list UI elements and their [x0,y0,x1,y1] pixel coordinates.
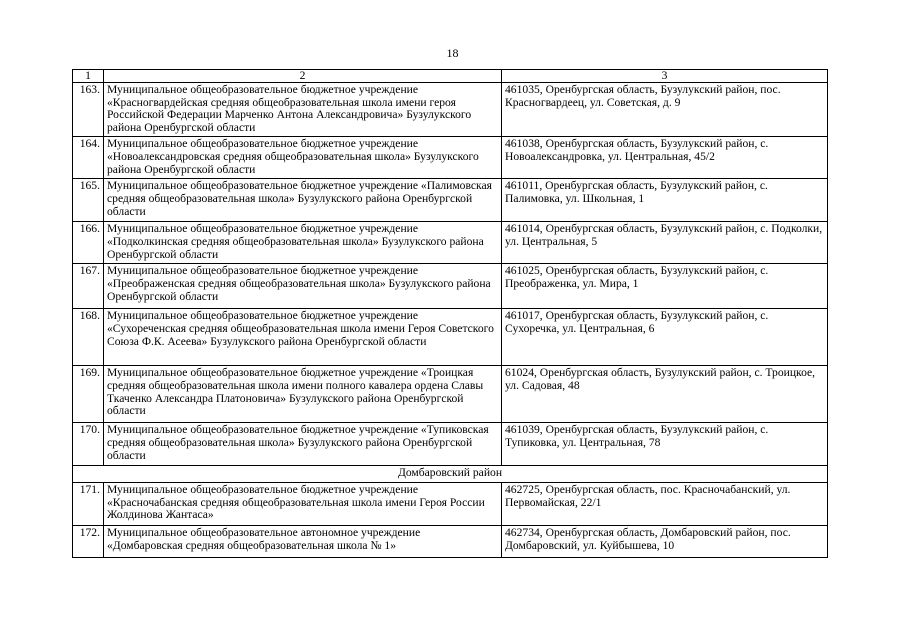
district-heading: Домбаровский район [73,466,828,483]
row-number: 163. [73,83,104,137]
row-number: 172. [73,525,104,557]
district-row [73,466,828,483]
table-row [73,264,828,309]
row-number: 169. [73,366,104,423]
institution-address: 462725, Оренбургская область, пос. Красночабанский, ул. Первомайская, 22/1 [502,482,828,525]
row-number: 171. [73,482,104,525]
row-number: 165. [73,179,104,222]
table-row [73,366,828,423]
table-row [73,423,828,466]
table-row [73,309,828,366]
header-cell-1: 1 [73,70,104,83]
institution-name: Муниципальное общеобразовательное бюджетное учреждение «Палимовская средняя общеобразовательная школа» Бузулукского района Оренбургской области [104,179,502,222]
row-number: 170. [73,423,104,466]
header-cell-3: 3 [502,70,828,83]
table-row [73,525,828,557]
institution-name: Муниципальное общеобразовательное бюджетное учреждение «Троицкая средняя общеобразовательная школа имени полного кавалера ордена Славы Ткаченко Александра Платоновича» Бузулукского района Оренбургской области [104,366,502,423]
institution-address: 461011, Оренбургская область, Бузулукский район, с. Палимовка, ул. Школьная, 1 [502,179,828,222]
institution-address: 61024, Оренбургская область, Бузулукский район, с. Троицкое, ул. Садовая, 48 [502,366,828,423]
table-row [73,222,828,264]
table-row [73,83,828,137]
page-number: 18 [446,46,459,60]
institution-address: 461017, Оренбургская область, Бузулукский район, с. Сухоречка, ул. Центральная, 6 [502,309,828,366]
institution-name: Муниципальное общеобразовательное бюджетное учреждение «Сухореченская средняя общеобразовательная школа имени Героя Советского Союза Ф.К. Асеева» Бузулукского района Оренбургской области [104,309,502,366]
institution-address: 462734, Оренбургская область, Домбаровский район, пос. Домбаровский, ул. Куйбышева, 10 [502,525,828,557]
institution-address: 461035, Оренбургская область, Бузулукский район, пос. Красногвардеец, ул. Советская, д. 9 [502,83,828,137]
header-cell-2: 2 [104,70,502,83]
institution-name: Муниципальное общеобразовательное бюджетное учреждение «Красночабанская средняя общеобразовательная школа имени Героя России Жолдинова Жантаса» [104,482,502,525]
institution-name: Муниципальное общеобразовательное бюджетное учреждение «Красногвардейская средняя общеобразовательная школа имени героя Российской Федерации Марченко Антона Александровича» Бузулукского района Оренбургской области [104,83,502,137]
institution-name: Муниципальное общеобразовательное бюджетное учреждение «Преображенская средняя общеобразовательная школа» Бузулукского района Оренбургской области [104,264,502,309]
institution-name: Муниципальное общеобразовательное бюджетное учреждение «Тупиковская средняя общеобразовательная школа» Бузулукского района Оренбургской области [104,423,502,466]
row-number: 166. [73,222,104,264]
institution-address: 461025, Оренбургская область, Бузулукский район, с. Преображенка, ул. Мира, 1 [502,264,828,309]
table-row [73,137,828,179]
institution-name: Муниципальное общеобразовательное автономное учреждение «Домбаровская средняя общеобразовательная школа № 1» [104,525,502,557]
row-number: 167. [73,264,104,309]
schools-table [72,69,828,558]
row-number: 164. [73,137,104,179]
table-header-row [73,70,828,83]
institution-address: 461039, Оренбургская область, Бузулукский район, с. Тупиковка, ул. Центральная, 78 [502,423,828,466]
row-number: 168. [73,309,104,366]
institution-name: Муниципальное общеобразовательное бюджетное учреждение «Новоалександровская средняя общеобразовательная школа» Бузулукского района Оренбургской области [104,137,502,179]
institution-address: 461014, Оренбургская область, Бузулукский район, с. Подколки, ул. Центральная, 5 [502,222,828,264]
table-row [73,482,828,525]
institution-name: Муниципальное общеобразовательное бюджетное учреждение «Подколкинская средняя общеобразовательная школа» Бузулукского района Оренбургской области [104,222,502,264]
institution-address: 461038, Оренбургская область, Бузулукский район, с. Новоалександровка, ул. Центральная, 45/2 [502,137,828,179]
table-row [73,179,828,222]
